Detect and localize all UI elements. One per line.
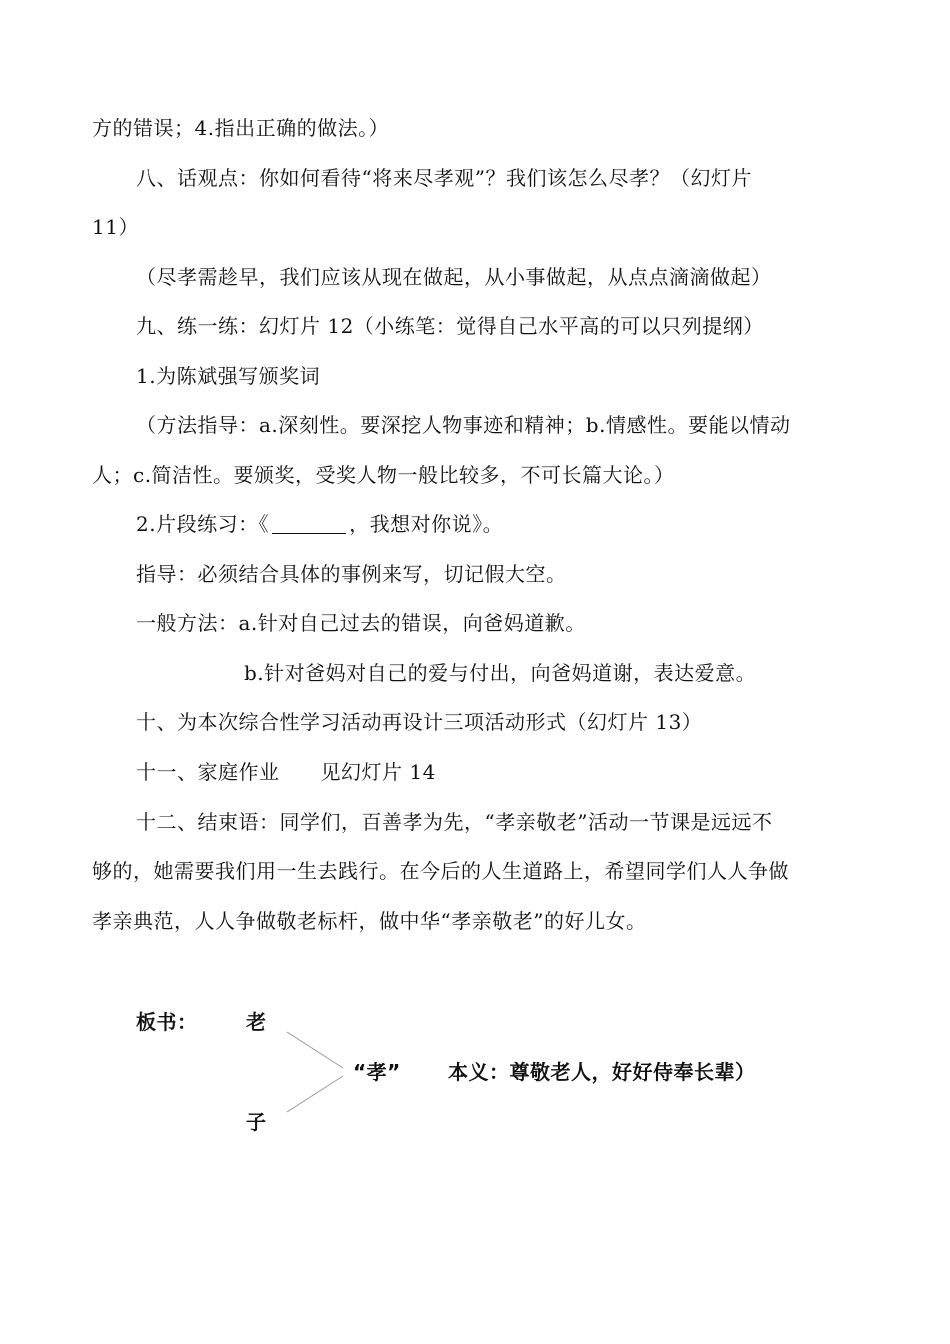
fragment-exercise-prefix: 2.片段练习：《 [136,512,270,536]
paragraph-line: （尽孝需趁早，我们应该从现在做起，从小事做起，从点点滴滴做起） [136,265,772,289]
paragraph-line: 孝亲典范，人人争做敬老标杆，做中华“孝亲敬老”的好儿女。 [92,909,647,933]
connector-line-top [287,1032,343,1068]
board-top-char: 老 [246,1010,267,1034]
paragraph-line: （方法指导：a.深刻性。要深挖人物事迹和精神；b.情感性。要能以情动 [136,413,791,437]
section-nine-heading: 九、练一练：幻灯片 12（小练笔：觉得自己水平高的可以只列提纲） [136,314,764,338]
board-center-word: “孝” [353,1060,401,1084]
paragraph-line: 一般方法：a.针对自己过去的错误，向爸妈道歉。 [136,611,586,635]
paragraph-line: 指导：必须结合具体的事例来写，切记假大空。 [136,562,567,586]
paragraph-line: 1.为陈斌强写颁奖词 [136,364,321,388]
paragraph-line: 方的错误；4.指出正确的做法。） [92,116,390,140]
paragraph-line: 11） [92,215,139,239]
section-twelve-heading: 十二、结束语：同学们，百善孝为先，“孝亲敬老”活动一节课是远远不 [136,810,773,834]
paragraph-line: b.针对爸妈对自己的爱与付出，向爸妈道谢，表达爱意。 [244,661,757,685]
section-eleven-heading: 十一、家庭作业 见幻灯片 14 [136,760,436,784]
connector-line-bottom [287,1076,343,1112]
fragment-exercise-suffix: ，我想对你说》。 [349,512,504,536]
board-label: 板书： [136,1010,198,1034]
paragraph-line: 够的，她需要我们用一生去践行。在今后的人生道路上，希望同学们人人争做 [92,859,789,883]
board-bottom-char: 子 [246,1110,267,1134]
paragraph-line: 人；c.简洁性。要颁奖，受奖人物一般比较多，不可长篇大论。） [92,463,675,487]
section-eight-heading: 八、话观点：你如何看待“将来尽孝观”？我们该怎么尽孝？（幻灯片 [136,166,752,190]
board-meaning: 本义：尊敬老人，好好侍奉长辈） [448,1060,756,1084]
section-ten-heading: 十、为本次综合性学习活动再设计三项活动形式（幻灯片 13） [136,710,703,734]
